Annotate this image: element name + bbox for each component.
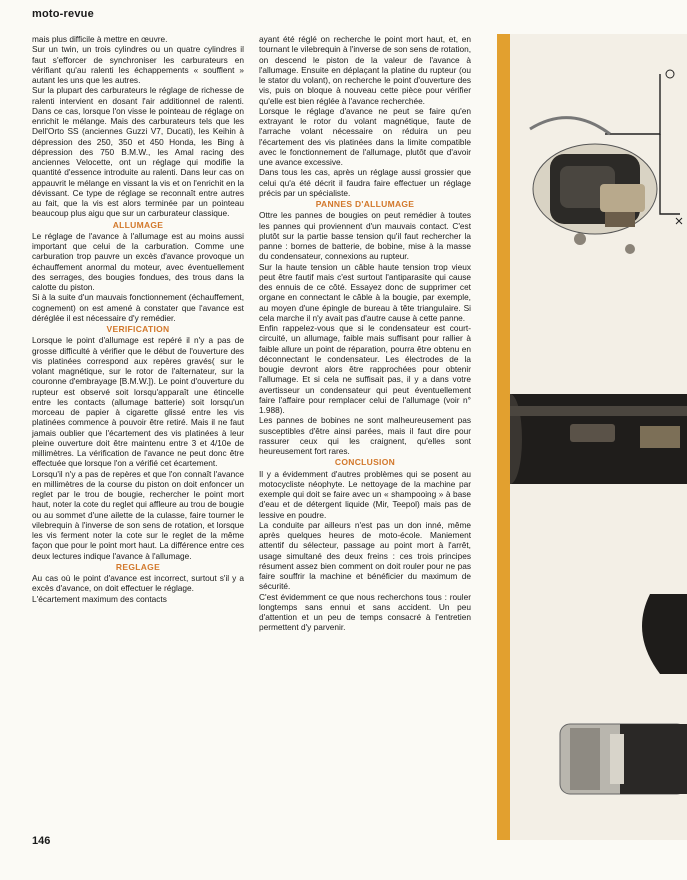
paragraph: Lorsque le réglage d'avance ne peut se faire qu'en extrayant le rotor du volant magnétique, faute de l'arrache volant nécessaire on réduira un peu l'écartement des vis platinées dans la limite compatible avec le fonctionnement de l'allumage, plutôt que d'avoir une avance excessive. [259,105,471,167]
section-heading-allumage: ALLUMAGE [112,219,164,230]
article-column-left [32,34,244,604]
page-number: 146 [32,835,51,847]
wire-line [605,74,660,134]
section-heading-pannes: PANNES D'ALLUMAGE [315,199,415,209]
paragraph: Sur un twin, un trois cylindres ou un quatre cylindres il faut s'efforcer de synchroniser les carburateurs en vérifiant qu'au ralenti les échappements « soufflent » autant les uns que les autres. [32,44,244,85]
paragraph: C'est évidemment ce que nous recherchons tous : rouler longtemps sans ennui et sans accident. Un peu d'attention et un peu de temps consacré à l'entretien permettent d'y parvenir. [259,591,471,633]
paragraph: Sur la haute tension un câble haute tension trop vieux peut être fautif mais c'est surtout l'antiparasite qui cause des ennuis de ce côté. Essayez donc de supprimer cet organe en connectant le câble à la bougie, par exemple, au moyen d'une épingle de bureau à tête triangulaire. Si cela marche il n'y avait pas d'autre cause à cette panne. [259,261,471,323]
paragraph: Le réglage de l'avance à l'allumage est au moins aussi important que celui de la carburation. Comme une carburation trop pauvre un excès d'avance provoque un échauffement anormal du moteur, avec éventuellement des serrages, des bougies fondues, des trous dans la calotte du piston. [32,230,244,292]
paragraph: L'écartement maximum des contacts [32,593,167,604]
section-heading-reglage: REGLAGE [115,561,161,572]
paragraph: Ottre les pannes de bougies on peut remédier à toutes les pannes qui proviennent d'un mauvais contact. C'est plutôt sur la partie basse tension qu'il faut rechercher la panne : bornes de batterie, de bobine, mise à la masse du condensateur, connexions au rupteur. [259,210,471,262]
paragraph: Enfin rappelez-vous que si le condensateur est court-circuité, un allumage, faible mais suffisant pour rallier à faible allure un point de réparation, pourra être obtenu en déconnectant le condensateur. Les électrodes de la bougie devront alors être rapprochées pour obtenir l'allumage. Et si cela ne suffisait pas, il y a dans votre avertisseur un condensateur qui peut éventuellement faire l'affaire pour remplacer celui de l'allumage (voir n° 1.988). [259,323,471,415]
long-cylinder-part [510,394,687,484]
paragraph: Lorsque le point d'allumage est repéré il n'y a pas de grosse difficulté à vérifier que le début de l'ouverture des vis platinées correspond aux repères gravés( sur le volant magnétique, sur le rotor de l'alternateur, sur la couronne d'embrayage [B.M.W.]). Le point d'ouverture du rupteur est observé soit lorsqu'apparaît une étincelle entre les contacts (allumage batterie) soit lorsqu'un morceau de papier à cigarette glissé entre les vis platinées commence à pouvoir être retiré. Mais il ne faut jamais oublier que l'écartement des vis platinées à leur pleine ouverture doit être maintenu entre 3 et 4/10e de millimètres. La vérification de l'avance ne peut donc être effectuée que lorsque l'on a vérifié cet écartement. [32,335,244,469]
paragraph: Si à la suite d'un mauvais fonctionnement (échauffement, cognement) on est amené à constater que l'avance est déréglée il est nécessaire d'y remédier. [32,292,244,323]
paragraph: ayant été réglé on recherche le point mort haut, et, en tournant le vilebrequin à l'inverse de son sens de rotation, on descend le piston de la valeur de l'avance à l'allumage. Ensuite en déplaçant la platine du rupteur (ou le stator du volant), on recherche le point d'ouverture des vis, puis on bloque à nouveau cette pièce pour vérifier qu'elle est bien réglée à l'avance recherchée. [259,34,471,106]
section-heading-verification: VERIFICATION [106,324,170,334]
paragraph: Lorsqu'il n'y a pas de repères et que l'on connaît l'avance en millimètres de la course du piston on doit enfoncer un reglet par le trou de bougie, rechercher le point mort haut, noter la cote du reglet qui affleure au trou de bougie ou au sommet d'une ailette de la culasse, faire tourner le vilebrequin à l'inverse de son sens de rotation, et lorsque les vis ferment noter la cote sur le reglet de la même façon que pour le point mort haut. La différence entre ces deux lectures indique l'avance à l'allumage. [32,468,244,561]
cross-mark [676,218,682,224]
article-column-middle [259,34,471,633]
paragraph: La conduite par ailleurs n'est pas un don inné, même après quelques heures de moto-école. Maniement attentif du sélecteur, passage au point mort à l'arrêt, usage simultané des deux freins : ces trois principes résument assez bien comment on doit rouler pour ne pas faire souffrir la machine et bénéficier du maximum de sécurité. [259,519,471,592]
engine-parts-illustration [510,34,687,840]
curved-part [642,594,687,674]
photo-frame [510,34,687,840]
knurled-part [560,724,687,794]
magazine-header: moto-revue [32,8,94,20]
paragraph: Les pannes de bobines ne sont malheureusement pas susceptibles d'être ainsi parées, mais il faut dire pour rassurer ceux qui les craignent, qu'elles sont heureusement fort rares. [259,415,471,456]
paragraph: mais plus difficile à mettre en œuvre. [32,34,168,44]
photo-panel [497,34,687,840]
paragraph: Sur la plupart des carburateurs le réglage de richesse de ralenti intervient en dosant l'air additionnel de ralenti. Dans ce cas, lorsque l'on visse le pointeau de réglage on enrichit le mélange. Mais des carburateurs tels que les Dell'Orto SS (anciennes Guzzi V7, Ducati), les Keihin à dépression des 250, 350 et 450 Honda, les Bing à dépression des 750 B.M.W., les Amal racing des anciennes Velocette, ont un réglage qui modifie la quantité d'essence introduite au ralenti. Dans leur cas on appauvrit le mélange en vissant la vis et on l'enrichit en la dévissant. Ce type de réglage se reconnaît entre autres au fait, que la vis est alors terminée par un pointeau beaucoup plus aigu que sur un carburateur classique. [32,85,244,219]
wire-terminal [666,70,674,78]
paragraph: Au cas où le point d'avance est incorrect, surtout s'il y a excès d'avance, on doit effectuer le réglage. [32,573,244,594]
paragraph: Il y a évidemment d'autres problèmes qui se posent au motocycliste néophyte. Le nettoyage de la machine par exemple qui doit se faire avec un « shampooing » à base d'eau et de détergent liquide (Mir, Teepol) mais pas de lessive en poudre. [259,468,471,520]
section-heading-conclusion: CONCLUSION [334,457,396,468]
ignition-coil [530,118,657,254]
wire-line [660,134,680,214]
paragraph: Dans tous les cas, après un réglage aussi grossier que celui qu'a été décrit il faudra faire effectuer un réglage précis par un spécialiste. [259,167,471,198]
